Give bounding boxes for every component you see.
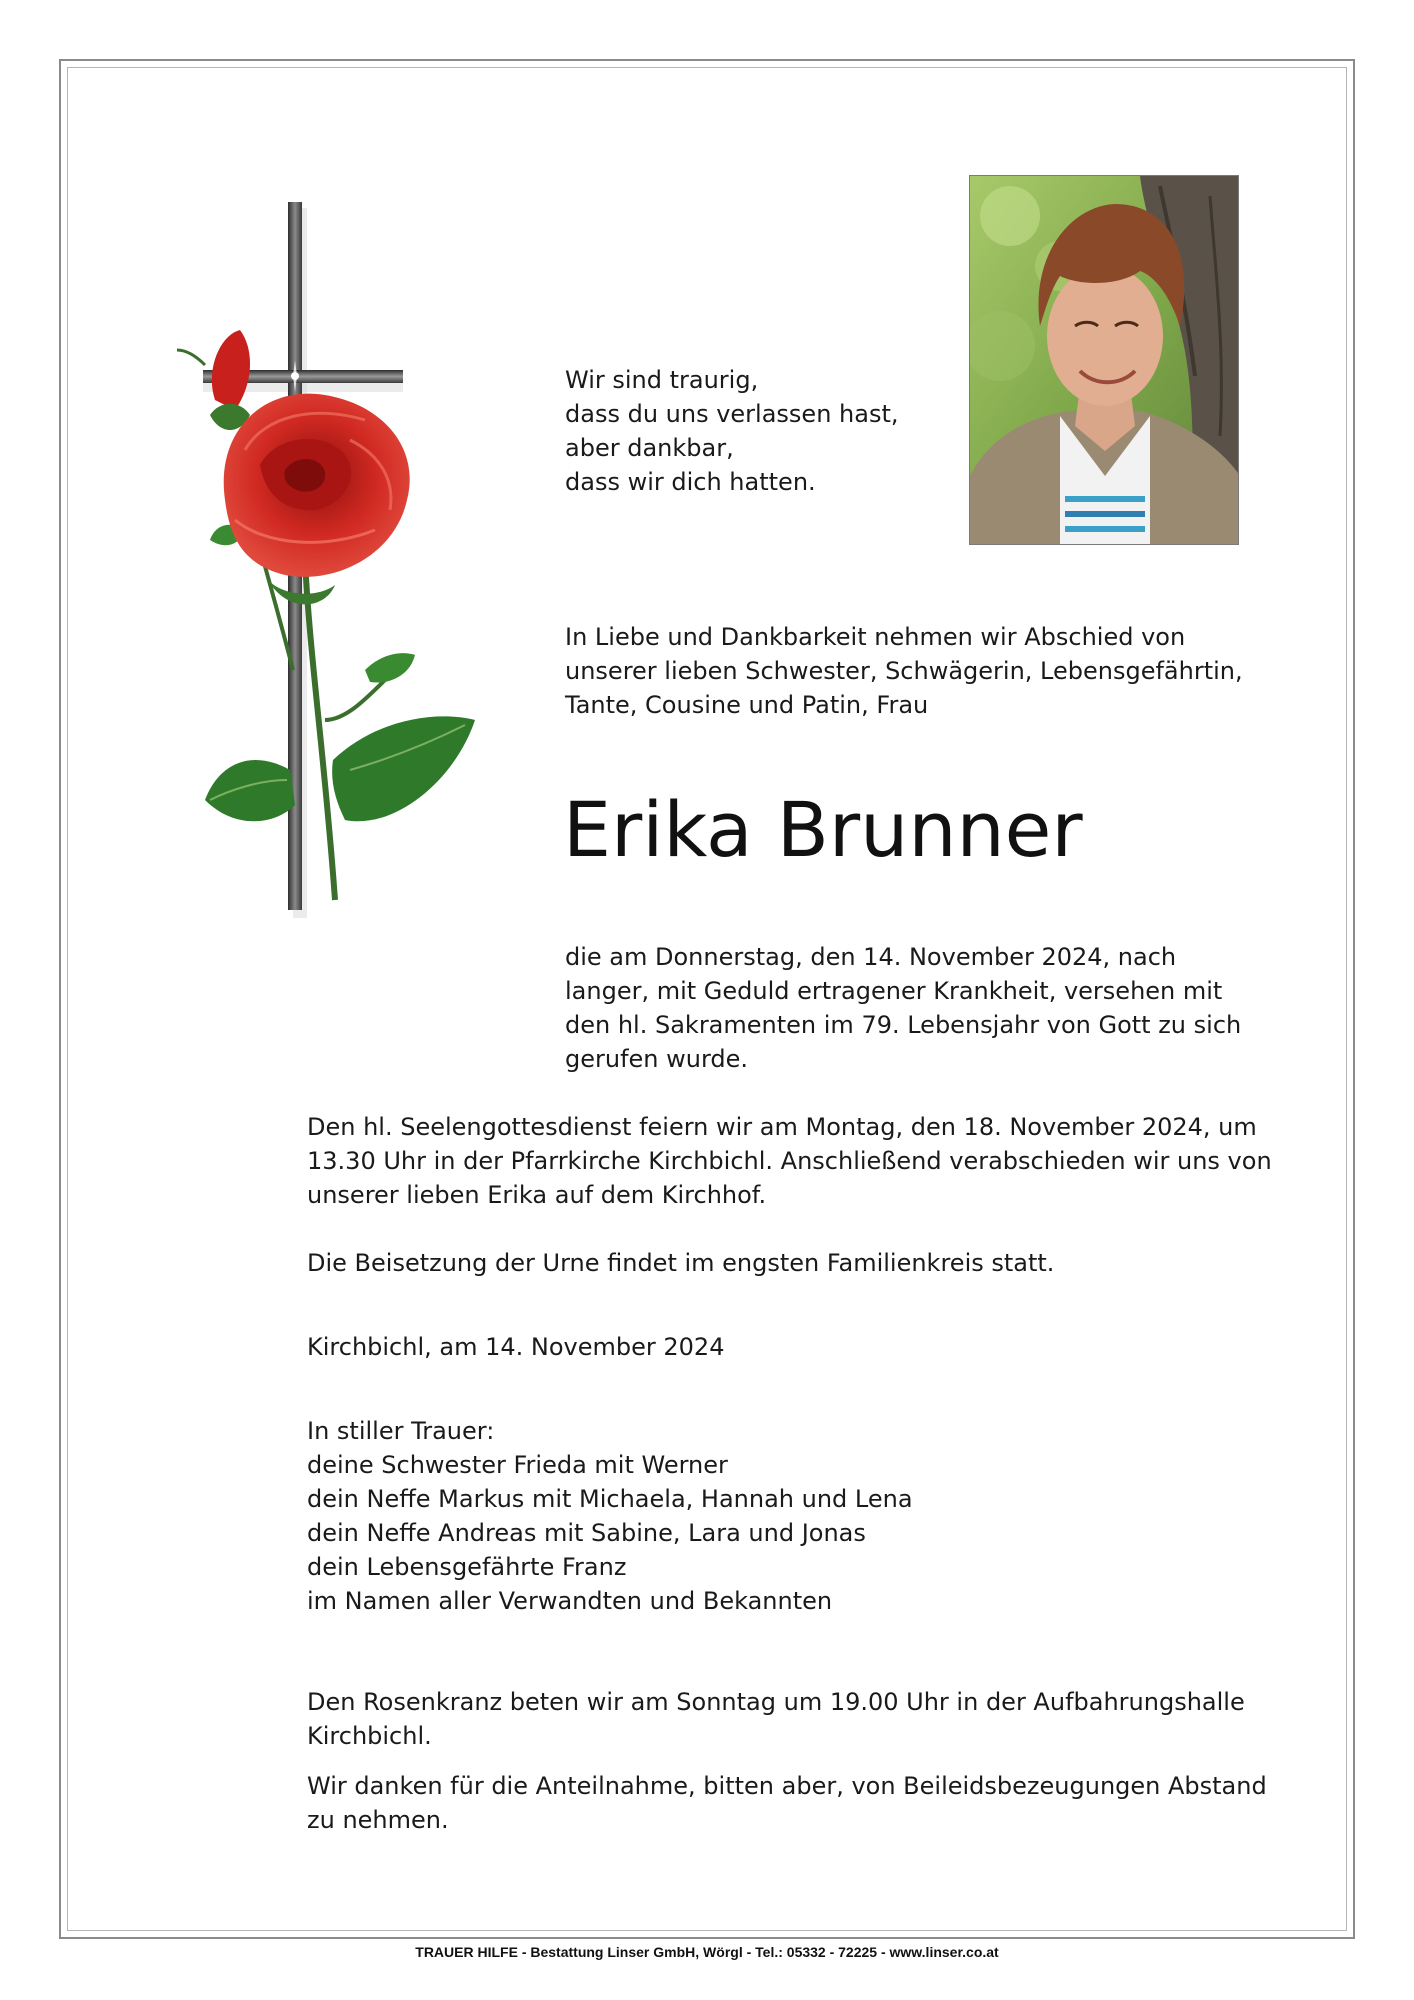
mourners-list [307,1448,913,1618]
rosary-info: Den Rosenkranz beten wir am Sonntag um 19.00 Uhr in der Aufbahrungshalle Kirchbichl. [307,1688,1245,1750]
cross-with-rose-icon [175,200,495,920]
death-notice: die am Donnerstag, den 14. November 2024, nach langer, mit Geduld ertragener Krankheit, versehen mit den hl. Sakramenten im 79. Lebensjahr von Gott zu sich gerufen wurde. [565,943,1242,1073]
mourner-line: im Namen aller Verwandten und Bekannten [307,1587,833,1615]
mourner-line: deine Schwester Frieda mit Werner [307,1451,728,1479]
funeral-mass-info: Den hl. Seelengottesdienst feiern wir am Montag, den 18. November 2024, um 13.30 Uhr in der Pfarrkirche Kirchbichl. Anschließend verabschieden wir uns von unserer lieben Erika auf dem Kirchhof. [307,1113,1272,1209]
mourner-line: dein Neffe Andreas mit Sabine, Lara und Jonas [307,1519,866,1547]
deceased-name: Erika Brunner [563,785,1083,874]
poem: Wir sind traurig, dass du uns verlassen hast, aber dankbar, dass wir dich hatten. [565,366,899,496]
burial-info: Die Beisetzung der Urne findet im engsten Familienkreis statt. [307,1249,1055,1277]
mourner-line: dein Lebensgefährte Franz [307,1553,627,1581]
mourner-line: dein Neffe Markus mit Michaela, Hannah und Lena [307,1485,913,1513]
footer-credit: TRAUER HILFE - Bestattung Linser GmbH, Wörgl - Tel.: 05332 - 72225 - www.linser.co.at [415,1944,999,1960]
place-and-date: Kirchbichl, am 14. November 2024 [307,1333,725,1361]
portrait-photo [969,175,1239,545]
thanks-note: Wir danken für die Anteilnahme, bitten aber, von Beileidsbezeugungen Abstand zu nehmen. [307,1772,1267,1834]
intro-text: In Liebe und Dankbarkeit nehmen wir Abschied von unserer lieben Schwester, Schwägerin, Lebensgefährtin, Tante, Cousine und Patin, Frau [565,623,1243,719]
mourners-title: In stiller Trauer: [307,1417,495,1445]
